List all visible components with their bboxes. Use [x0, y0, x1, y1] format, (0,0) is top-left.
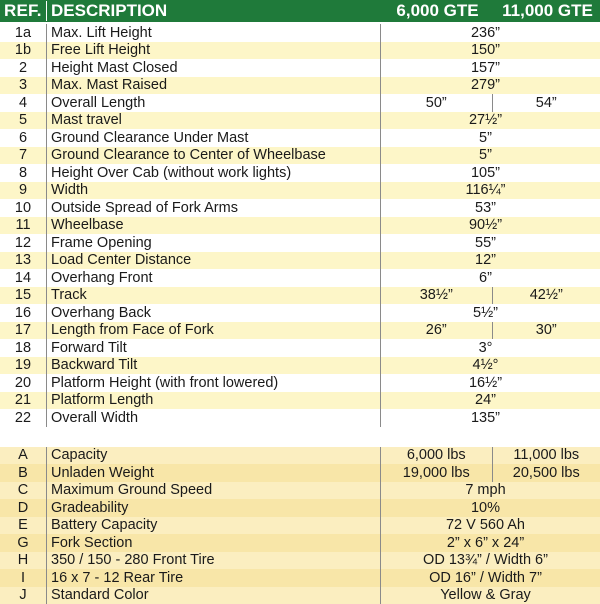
- row-values: [380, 374, 600, 392]
- table-row: [0, 464, 600, 482]
- row-ref: 6: [0, 130, 46, 146]
- row-value: 4½°: [381, 357, 600, 373]
- row-ref: 16: [0, 305, 46, 321]
- row-value: 27½”: [381, 112, 600, 128]
- table-row: [0, 94, 600, 112]
- header-model-6000: 6,000 GTE: [380, 1, 495, 21]
- row-value: 5”: [381, 130, 600, 146]
- row-values: [380, 339, 600, 357]
- row-ref: 9: [0, 182, 46, 198]
- row-description: 16 x 7 - 12 Rear Tire: [46, 569, 380, 587]
- table-row: [0, 552, 600, 570]
- row-description: Free Lift Height: [46, 42, 380, 60]
- row-description: Capacity: [46, 447, 380, 465]
- row-value: 7 mph: [381, 482, 600, 498]
- row-value: 6”: [381, 270, 600, 286]
- row-ref: 19: [0, 357, 46, 373]
- row-description: Platform Height (with front lowered): [46, 374, 380, 392]
- table-row: [0, 357, 600, 375]
- row-value: 5”: [381, 147, 600, 163]
- row-value-6000: 38½”: [381, 287, 493, 305]
- row-value: 105”: [381, 165, 600, 181]
- table-row: [0, 112, 600, 130]
- table-row: [0, 129, 600, 147]
- table-row: [0, 287, 600, 305]
- row-ref: 3: [0, 77, 46, 93]
- row-ref: 20: [0, 375, 46, 391]
- row-ref: C: [0, 482, 46, 498]
- row-ref: I: [0, 570, 46, 586]
- row-values: [380, 482, 600, 500]
- row-value: 5½”: [381, 305, 600, 321]
- row-description: Length from Face of Fork: [46, 322, 380, 340]
- header-description: DESCRIPTION: [46, 1, 380, 21]
- row-description: Standard Color: [46, 587, 380, 604]
- table-row: [0, 234, 600, 252]
- row-value-11000: 30”: [493, 322, 600, 340]
- row-value-6000: 50”: [381, 94, 493, 112]
- row-description: Overhang Front: [46, 269, 380, 287]
- row-ref: G: [0, 535, 46, 551]
- table-row: [0, 517, 600, 535]
- row-value-11000: 42½”: [493, 287, 600, 305]
- row-values: [380, 252, 600, 270]
- row-description: Mast travel: [46, 112, 380, 130]
- table-row: [0, 217, 600, 235]
- row-value: 24”: [381, 392, 600, 408]
- row-value: 3°: [381, 340, 600, 356]
- row-values: [380, 322, 600, 340]
- row-ref: 1b: [0, 42, 46, 58]
- row-value: 53”: [381, 200, 600, 216]
- header-model-11000: 11,000 GTE: [495, 1, 600, 21]
- row-description: Load Center Distance: [46, 252, 380, 270]
- row-ref: D: [0, 500, 46, 516]
- row-ref: 1a: [0, 25, 46, 41]
- table-row: [0, 304, 600, 322]
- row-ref: A: [0, 447, 46, 463]
- table-row: [0, 199, 600, 217]
- row-value: 157”: [381, 60, 600, 76]
- table-row: [0, 339, 600, 357]
- row-ref: 21: [0, 392, 46, 408]
- row-value: 12”: [381, 252, 600, 268]
- row-ref: H: [0, 552, 46, 568]
- row-description: Max. Mast Raised: [46, 77, 380, 95]
- row-values: [380, 129, 600, 147]
- row-value: 72 V 560 Ah: [381, 517, 600, 533]
- row-values: [380, 164, 600, 182]
- row-values: [380, 517, 600, 535]
- table-row: [0, 409, 600, 427]
- table-row: [0, 447, 600, 465]
- row-description: Unladen Weight: [46, 464, 380, 482]
- table-row: [0, 42, 600, 60]
- row-description: Backward Tilt: [46, 357, 380, 375]
- row-values: [380, 94, 600, 112]
- row-ref: 15: [0, 287, 46, 303]
- row-values: [380, 552, 600, 570]
- row-description: Height Over Cab (without work lights): [46, 164, 380, 182]
- row-description: Battery Capacity: [46, 517, 380, 535]
- row-ref: 11: [0, 217, 46, 233]
- row-ref: 4: [0, 95, 46, 111]
- row-ref: 7: [0, 147, 46, 163]
- row-description: 350 / 150 - 280 Front Tire: [46, 552, 380, 570]
- table-row: [0, 269, 600, 287]
- row-value: 116¼”: [381, 182, 600, 198]
- row-values: [380, 287, 600, 305]
- row-ref: 18: [0, 340, 46, 356]
- row-description: Ground Clearance to Center of Wheelbase: [46, 147, 380, 165]
- row-values: [380, 392, 600, 410]
- row-ref: B: [0, 465, 46, 481]
- table-row: [0, 182, 600, 200]
- section-gap: [0, 427, 600, 447]
- row-description: Maximum Ground Speed: [46, 482, 380, 500]
- row-values: [380, 24, 600, 42]
- row-value: 150”: [381, 42, 600, 58]
- row-values: [380, 304, 600, 322]
- header-ref: REF.: [0, 1, 46, 21]
- row-description: Overhang Back: [46, 304, 380, 322]
- row-value-6000: 6,000 lbs: [381, 447, 493, 465]
- row-value: Yellow & Gray: [381, 587, 600, 603]
- table-row: [0, 374, 600, 392]
- dimensions-section: [0, 24, 600, 427]
- row-values: [380, 199, 600, 217]
- row-description: Frame Opening: [46, 234, 380, 252]
- row-description: Platform Length: [46, 392, 380, 410]
- row-values: [380, 234, 600, 252]
- row-description: Max. Lift Height: [46, 24, 380, 42]
- table-row: [0, 77, 600, 95]
- table-row: [0, 59, 600, 77]
- row-value: OD 16” / Width 7”: [381, 570, 600, 586]
- row-value: 279”: [381, 77, 600, 93]
- table-row: [0, 164, 600, 182]
- row-values: [380, 269, 600, 287]
- table-row: [0, 482, 600, 500]
- table-row: [0, 147, 600, 165]
- row-values: [380, 357, 600, 375]
- row-value: 2” x 6” x 24”: [381, 535, 600, 551]
- table-row: [0, 587, 600, 604]
- row-description: Overall Length: [46, 94, 380, 112]
- row-description: Wheelbase: [46, 217, 380, 235]
- specifications-section: [0, 447, 600, 604]
- row-value: 90½”: [381, 217, 600, 233]
- row-ref: E: [0, 517, 46, 533]
- row-value-11000: 20,500 lbs: [493, 464, 600, 482]
- row-ref: 22: [0, 410, 46, 426]
- row-values: [380, 409, 600, 427]
- row-value: 10%: [381, 500, 600, 516]
- row-ref: 12: [0, 235, 46, 251]
- row-values: [380, 534, 600, 552]
- row-value: OD 13¾” / Width 6”: [381, 552, 600, 568]
- row-values: [380, 464, 600, 482]
- row-values: [380, 217, 600, 235]
- row-value: 236”: [381, 25, 600, 41]
- row-ref: 8: [0, 165, 46, 181]
- row-description: Fork Section: [46, 534, 380, 552]
- row-ref: 5: [0, 112, 46, 128]
- row-description: Outside Spread of Fork Arms: [46, 199, 380, 217]
- table-row: [0, 322, 600, 340]
- row-description: Forward Tilt: [46, 339, 380, 357]
- row-values: [380, 447, 600, 465]
- table-row: [0, 534, 600, 552]
- row-description: Track: [46, 287, 380, 305]
- row-values: [380, 59, 600, 77]
- row-value-6000: 19,000 lbs: [381, 464, 493, 482]
- row-description: Ground Clearance Under Mast: [46, 129, 380, 147]
- row-description: Width: [46, 182, 380, 200]
- row-values: [380, 77, 600, 95]
- row-ref: 14: [0, 270, 46, 286]
- table-header: [0, 0, 600, 24]
- table-row: [0, 499, 600, 517]
- row-description: Overall Width: [46, 409, 380, 427]
- row-values: [380, 147, 600, 165]
- table-row: [0, 252, 600, 270]
- row-value-11000: 54”: [493, 94, 600, 112]
- row-ref: 10: [0, 200, 46, 216]
- table-row: [0, 392, 600, 410]
- row-value: 135”: [381, 410, 600, 426]
- table-row: [0, 569, 600, 587]
- row-ref: 13: [0, 252, 46, 268]
- row-value-11000: 11,000 lbs: [493, 447, 600, 465]
- row-values: [380, 42, 600, 60]
- row-value: 16½”: [381, 375, 600, 391]
- row-values: [380, 112, 600, 130]
- row-value: 55”: [381, 235, 600, 251]
- row-ref: 2: [0, 60, 46, 76]
- row-values: [380, 587, 600, 604]
- row-values: [380, 182, 600, 200]
- table-row: [0, 24, 600, 42]
- row-ref: J: [0, 587, 46, 603]
- row-ref: 17: [0, 322, 46, 338]
- row-description: Height Mast Closed: [46, 59, 380, 77]
- row-values: [380, 569, 600, 587]
- row-value-6000: 26”: [381, 322, 493, 340]
- row-values: [380, 499, 600, 517]
- row-description: Gradeability: [46, 499, 380, 517]
